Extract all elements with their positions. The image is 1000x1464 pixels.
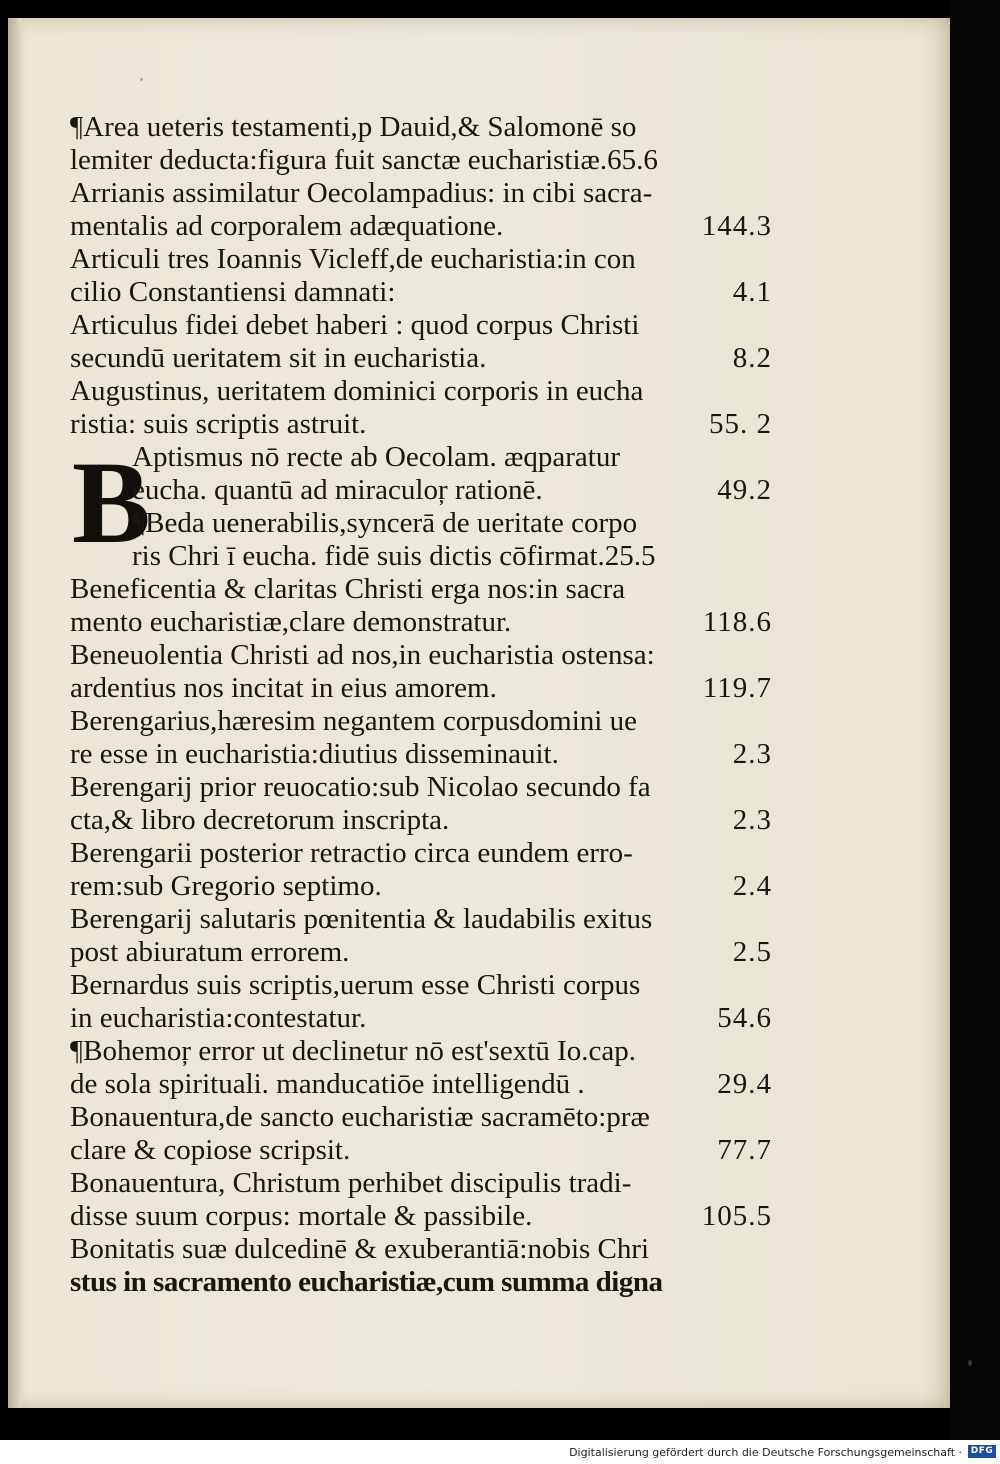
entry-text: post abiuratum errorem. — [70, 936, 350, 968]
page-reference: 29.4 — [717, 1068, 772, 1100]
entry-text: ¶Area ueteris testamenti,p Dauid,& Salomonē so — [70, 111, 637, 143]
entry-text: Beneficentia & claritas Christi erga nos:in sacra — [70, 573, 626, 605]
entry-text: Bonauentura,de sancto eucharistiæ sacramēto:præ — [70, 1101, 650, 1133]
index-entry-line — [0, 836, 1000, 872]
index-entry-line — [0, 1232, 1000, 1268]
index-entry-line — [0, 1199, 1000, 1235]
entry-text: ¶Bohemoŗ error ut declinetur nō est'sextū Io.cap. — [70, 1035, 636, 1067]
entry-text: clare & copiose scripsit. — [70, 1134, 351, 1166]
page-reference: 119.7 — [702, 672, 772, 704]
index-entry-line — [0, 704, 1000, 740]
index-entry-line — [0, 143, 1000, 179]
index-entry-line — [0, 803, 1000, 839]
index-entry-line — [0, 341, 1000, 377]
page-reference: 55. 2 — [709, 408, 772, 440]
index-entry-line — [0, 770, 1000, 806]
entry-text: lemiter deducta:figura fuit sanctæ eucharistiæ.65.6 — [70, 144, 658, 176]
entry-text: secundū ueritatem sit in eucharistia. — [70, 342, 487, 374]
entry-text: in eucharistia:contestatur. — [70, 1002, 367, 1034]
entry-text: Berengarij salutaris pœnitentia & laudabilis exitus — [70, 903, 653, 935]
page-reference: 2.4 — [732, 870, 772, 902]
page-reference: 8.2 — [732, 342, 772, 374]
index-entry-line — [0, 176, 1000, 212]
index-entry-line — [0, 1133, 1000, 1169]
index-entry-line — [0, 671, 1000, 707]
index-entry-line — [0, 638, 1000, 674]
index-entry-line — [0, 572, 1000, 608]
entry-text: ardentius nos incitat in eius amorem. — [70, 672, 497, 704]
index-entry-line — [0, 869, 1000, 905]
footer-bar — [0, 1440, 1000, 1464]
entry-text: ristia: suis scriptis astruit. — [70, 408, 367, 440]
index-entry-line — [0, 605, 1000, 641]
entry-text: ris Chri ī eucha. fidē suis dictis cōfirmat.25.5 — [132, 540, 656, 572]
entry-text: Beneuolentia Christi ad nos,in eucharistia ostensa: — [70, 639, 655, 671]
page-stain — [140, 78, 143, 81]
index-entry-line — [0, 737, 1000, 773]
index-entry-line — [0, 242, 1000, 278]
entry-text: rem:sub Gregorio septimo. — [70, 870, 382, 902]
entry-text: Bonauentura, Christum perhibet discipulis tradi- — [70, 1167, 632, 1199]
entry-text: mentalis ad corporalem adæquatione. — [70, 210, 504, 242]
page-reference: 4.1 — [732, 276, 772, 308]
page-reference: 105.5 — [701, 1200, 772, 1232]
index-entry-line — [0, 440, 1000, 476]
index-entry-line — [0, 1067, 1000, 1103]
page-stain — [968, 1360, 972, 1366]
entry-text: Augustinus, ueritatem dominici corporis in eucha — [70, 375, 644, 407]
entry-text: Berengarij prior reuocatio:sub Nicolao secundo fa — [70, 771, 651, 803]
page-reference: 144.3 — [701, 210, 772, 242]
page-reference: 2.3 — [732, 804, 772, 836]
index-entry-line — [0, 209, 1000, 245]
entry-text: cta,& libro decretorum inscripta. — [70, 804, 450, 836]
index-entry-line — [0, 275, 1000, 311]
entry-text: re esse in eucharistia:diutius disseminauit. — [70, 738, 559, 770]
entry-text: Bernardus suis scriptis,uerum esse Christi corpus — [70, 969, 641, 1001]
page-reference: 118.6 — [702, 606, 772, 638]
index-entry-line — [0, 374, 1000, 410]
index-entry-line — [0, 1034, 1000, 1070]
index-entry-line — [0, 1166, 1000, 1202]
index-entry-line — [0, 902, 1000, 938]
index-entry-line — [0, 1100, 1000, 1136]
index-entry-line — [0, 407, 1000, 443]
index-entry-line — [0, 539, 1000, 575]
index-entry-line — [0, 1265, 1000, 1301]
entry-text: de sola spirituali. manducatiōe intelligendū . — [70, 1068, 585, 1100]
entry-text: Articulus fidei debet haberi : quod corpus Christi — [70, 309, 640, 341]
index-entry-line — [0, 935, 1000, 971]
entry-text: stus in sacramento eucharistiæ,cum summa digna — [70, 1266, 663, 1298]
footer-credit: Digitalisierung gefördert durch die Deutsche Forschungsgemeinschaft · — [569, 1446, 962, 1459]
index-entry-line — [0, 1001, 1000, 1037]
index-entry-line — [0, 308, 1000, 344]
entry-text: disse suum corpus: mortale & passibile. — [70, 1200, 533, 1232]
entry-text: Berengarius,hæresim negantem corpusdomini ue — [70, 705, 637, 737]
page-reference: 2.3 — [732, 738, 772, 770]
index-entry-line — [0, 506, 1000, 542]
entry-text: eucha. quantū ad miraculoŗ rationē. — [132, 474, 543, 506]
entry-text: Arrianis assimilatur Oecolampadius: in cibi sacra- — [70, 177, 653, 209]
entry-text: Aptismus nō recte ab Oecolam. æqparatur — [132, 441, 621, 473]
dfg-logo: DFG — [968, 1445, 996, 1458]
entry-text: Bonitatis suæ dulcedinē & exuberantiā:nobis Chri — [70, 1233, 650, 1265]
index-entry-line — [0, 473, 1000, 509]
entry-text: cilio Constantiensi damnati: — [70, 276, 396, 308]
page-reference: 77.7 — [717, 1134, 772, 1166]
entry-text: ¶Beda uenerabilis,syncerā de ueritate corpo — [132, 507, 638, 539]
index-entry-line — [0, 968, 1000, 1004]
entry-text: Berengarii posterior retractio circa eundem erro- — [70, 837, 633, 869]
drop-cap-initial: B — [72, 437, 151, 568]
page-reference: 54.6 — [717, 1002, 772, 1034]
entry-text: Articuli tres Ioannis Vicleff,de eucharistia:in con — [70, 243, 636, 275]
page-reference: 49.2 — [717, 474, 772, 506]
entry-text: mento eucharistiæ,clare demonstratur. — [70, 606, 512, 638]
page-reference: 2.5 — [732, 936, 772, 968]
index-entry-line — [0, 110, 1000, 146]
